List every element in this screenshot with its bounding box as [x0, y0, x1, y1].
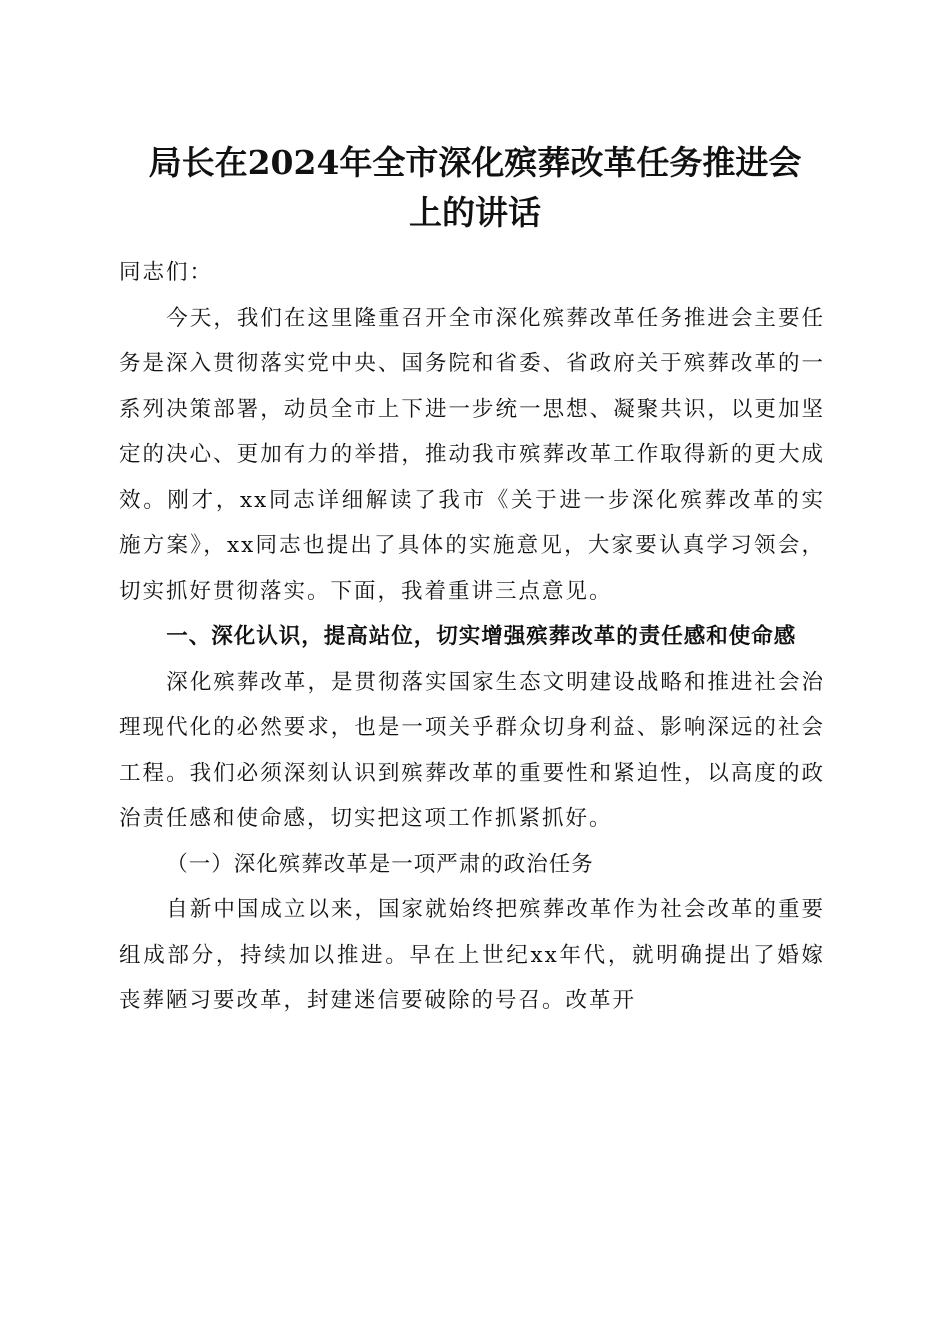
- title-line-2: 上的讲话: [409, 193, 541, 232]
- subsection-1-paragraph: 自新中国成立以来，国家就始终把殡葬改革作为社会改革的重要组成部分，持续加以推进。早在上世纪xx年代，就明确提出了婚嫁丧葬陋习要改革，封建迷信要破除的号召。改革开: [119, 897, 825, 1013]
- document-title: [110, 138, 840, 238]
- document-body: [119, 250, 825, 1024]
- subsection-heading-1: （一）深化殡葬改革是一项严肃的政治任务: [166, 851, 594, 877]
- greeting: 同志们：: [119, 260, 214, 285]
- section-1-paragraph: 深化殡葬改革，是贯彻落实国家生态文明建设战略和推进社会治理现代化的必然要求，也是一项关乎群众切身利益、影响深远的社会工程。我们必须深刻认识到殡葬改革的重要性和紧迫性，以高度的政治责任感和使命感，切实把这项工作抓紧抓好。: [119, 669, 825, 831]
- section-heading-1: 一、深化认识，提高站位，切实增强殡葬改革的责任感和使命感: [166, 624, 797, 649]
- intro-paragraph: 今天，我们在这里隆重召开全市深化殡葬改革任务推进会主要任务是深入贯彻落实党中央、国务院和省委、省政府关于殡葬改革的一系列决策部署，动员全市上下进一步统一思想、凝聚共识，以更加坚定的决心、更加有力的举措，推动我市殡葬改革工作取得新的更大成效。刚才，xx同志详细解读了我市《关于进一步深化殡葬改革的实施方案》，xx同志也提出了具体的实施意见，大家要认真学习领会，切实抓好贯彻落实。下面，我着重讲三点意见。: [119, 305, 825, 604]
- title-line-1: 局长在2024年全市深化殡葬改革任务推进会: [148, 143, 802, 182]
